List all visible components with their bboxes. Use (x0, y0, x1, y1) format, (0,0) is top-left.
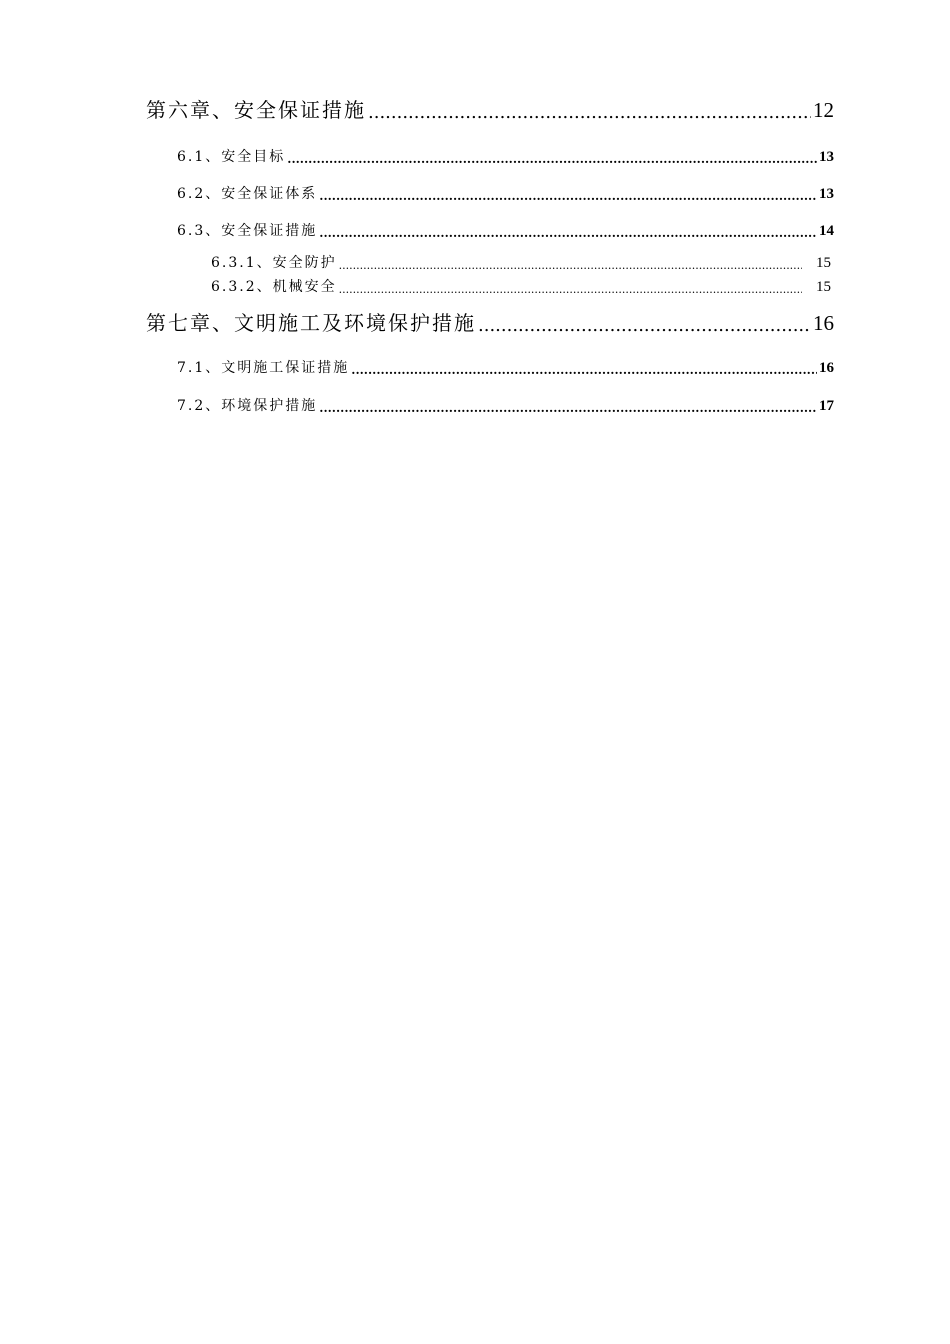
toc-entry-6-1[interactable] (177, 146, 834, 166)
toc-entry-title: 7.2、环境保护措施 (177, 398, 318, 414)
toc-entry-7-2[interactable] (177, 395, 834, 415)
toc-entry-page: 16 (813, 311, 834, 335)
toc-entry-page: 15 (816, 279, 831, 295)
toc-dot-leader (319, 226, 817, 240)
toc-entry-page: 12 (813, 98, 834, 122)
toc-entry-7-1[interactable] (177, 357, 834, 377)
toc-entry-title: 6.2、安全保证体系 (177, 186, 318, 202)
toc-dot-leader (351, 363, 817, 377)
toc-entry-page: 13 (819, 186, 834, 202)
toc-entry-6-2[interactable] (177, 183, 834, 203)
toc-entry-6-3-2[interactable] (211, 276, 831, 296)
toc-dot-leader (319, 189, 817, 203)
toc-entry-title: 7.1、文明施工保证措施 (177, 360, 350, 376)
toc-entry-6-3[interactable] (177, 220, 834, 240)
toc-entry-title: 第六章、安全保证措施 (146, 98, 366, 122)
toc-dot-leader (339, 259, 802, 272)
toc-entry-page: 16 (819, 360, 834, 376)
toc-entry-6-3-1[interactable] (211, 252, 831, 272)
toc-entry-title: 6.3、安全保证措施 (177, 223, 318, 239)
toc-dot-leader (287, 152, 817, 166)
toc-entry-page: 17 (819, 398, 834, 414)
toc-entry-title: 6.3.2、机械安全 (211, 279, 337, 295)
toc-dot-leader (478, 315, 811, 336)
toc-entry-title: 6.1、安全目标 (177, 149, 286, 165)
toc-dot-leader (339, 283, 802, 296)
toc-dot-leader (368, 102, 811, 123)
toc-entry-page: 13 (819, 149, 834, 165)
toc-entry-title: 6.3.1、安全防护 (211, 255, 337, 271)
toc-entry-page: 14 (819, 223, 834, 239)
toc-entry-page: 15 (816, 255, 831, 271)
toc-entry-chapter-6[interactable] (146, 94, 834, 123)
toc-entry-title: 第七章、文明施工及环境保护措施 (146, 311, 476, 335)
toc-dot-leader (319, 401, 817, 415)
toc-entry-chapter-7[interactable] (146, 307, 834, 336)
